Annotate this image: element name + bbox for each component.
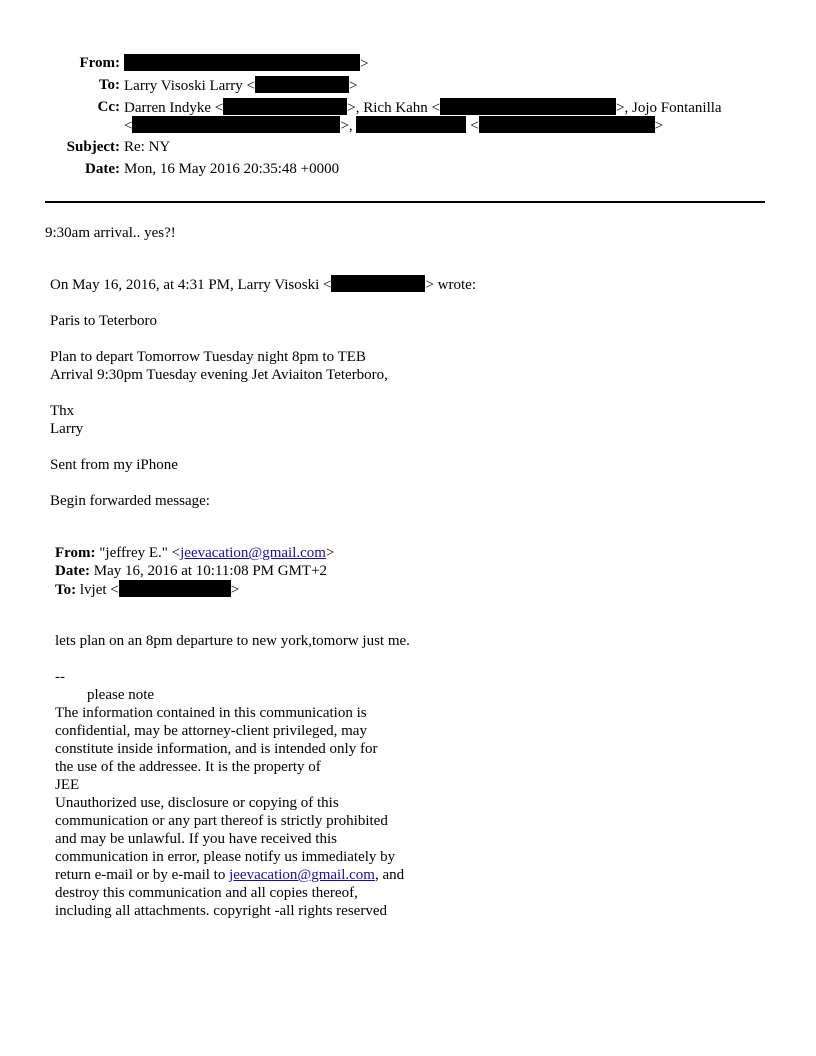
sig-email-suffix: , and [374,867,405,883]
cc-label: Cc: [97,99,120,115]
quote-attribution [50,275,476,294]
quoted-line: Arrival 9:30pm Tuesday evening Jet Aviaiton Teterboro, [50,367,388,383]
to-value: Larry Visoski Larry < > [124,78,358,94]
sig-note: please note [87,687,155,703]
date-value: Mon, 16 May 2016 20:35:48 +0000 [124,161,340,177]
sig-line: constitute inside information, and is intended only for [55,741,378,757]
quoted-line: Thx [50,403,75,419]
sig-dash: -- [55,669,65,685]
fwd-from-email-link[interactable]: jeevacation@gmail.com [180,545,326,561]
redaction [356,116,466,133]
quoted-line: Larry [50,421,84,437]
to-label: To: [98,77,120,93]
fwd-body: lets plan on an 8pm departure to new york,tomorw just me. [55,633,410,649]
sig-email-prefix: return e-mail or by e-mail to [55,867,230,883]
sig-line: destroy this communication and all copies thereof, [55,885,358,901]
sig-line: and may be unlawful. If you have received this [55,831,337,847]
cc-name-2: Rich Kahn [363,100,428,116]
sig-email-link[interactable]: jeevacation@gmail.com [229,867,375,883]
redaction [223,98,347,115]
fwd-from: From: "jeffrey E." <jeevacation@gmail.com> [55,545,335,561]
fwd-to-label: To: [55,582,77,598]
sig-line: including all attachments. copyright -all rights reserved [55,903,387,919]
redaction [119,580,231,597]
redaction [331,275,425,292]
fwd-from-label: From: [55,545,96,561]
cc-name-1: Darren Indyke [124,100,212,116]
from-value: > [124,54,368,73]
fwd-date [55,562,327,580]
quoted-line: Plan to depart Tomorrow Tuesday night 8pm to TEB [50,349,366,365]
sig-line: communication in error, please notify us immediately by [55,849,396,865]
redaction [255,76,349,93]
cc-value-line-2: < >, < > [124,118,664,134]
redaction [479,116,655,133]
fwd-to-name: lvjet < [79,582,119,598]
fwd-date-label: Date: [55,563,90,579]
fwd-date-value: May 16, 2016 at 10:11:08 PM GMT+2 [93,563,328,579]
fwd-from-name: "jeffrey E." < [99,545,181,561]
header-divider [45,201,765,203]
sig-email-line [55,866,404,884]
sig-line: JEE [55,777,80,793]
sig-line: the use of the addressee. It is the property of [55,759,321,775]
subject-value: Re: NY [124,139,171,155]
to-name: Larry Visoski Larry [124,78,243,94]
redaction [440,98,616,115]
attribution-prefix: On May 16, 2016, at 4:31 PM, Larry Visoski < [50,277,332,293]
redaction [124,54,360,71]
subject-label: Subject: [66,139,120,155]
cc-value-line-1: Darren Indyke < >, Rich Kahn < >, Jojo Fontanilla [124,100,722,116]
sig-line: Unauthorized use, disclosure or copying of this [55,795,339,811]
attribution-suffix: > wrote: [425,277,476,293]
redaction [132,116,340,133]
reply-text: 9:30am arrival.. yes?! [45,225,176,241]
quoted-line: Paris to Teterboro [50,313,157,329]
quoted-line: Begin forwarded message: [50,493,210,509]
date-label: Date: [85,161,120,177]
sig-line: confidential, may be attorney-client privileged, may [55,723,367,739]
quoted-line: Sent from my iPhone [50,457,178,473]
sig-line: The information contained in this communication is [55,705,367,721]
sig-line: communication or any part thereof is strictly prohibited [55,813,388,829]
from-label: From: [79,55,120,71]
cc-name-3: Jojo Fontanilla [632,100,722,116]
fwd-to: To: lvjet < > [55,582,240,598]
